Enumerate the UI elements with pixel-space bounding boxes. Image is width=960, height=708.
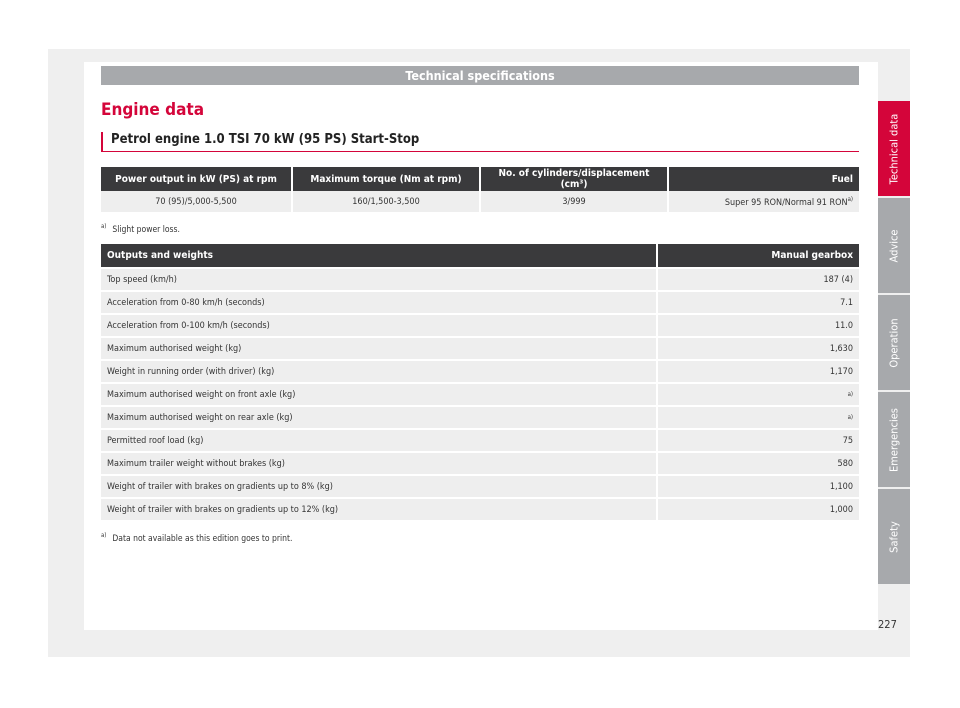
- tab-label: Emergencies: [887, 407, 901, 472]
- weights-header-label: Outputs and weights: [101, 244, 656, 267]
- row-label: Top speed (km/h): [101, 267, 656, 290]
- row-label: Acceleration from 0-80 km/h (seconds): [101, 290, 656, 313]
- table-row: [101, 405, 859, 428]
- tab-safety[interactable]: [878, 489, 910, 584]
- table-row: [101, 313, 859, 336]
- engine-cell-power: 70 (95)/5,000-5,500: [101, 191, 291, 212]
- footnote-data: [101, 532, 292, 544]
- fuel-note-mark: a): [847, 195, 853, 203]
- tab-label: Safety: [887, 520, 901, 553]
- table-row: [101, 267, 859, 290]
- row-label: Weight of trailer with brakes on gradients up to 8% (kg): [101, 474, 656, 497]
- table-row: [101, 382, 859, 405]
- engine-cell-cylinders: 3/999: [481, 191, 667, 212]
- engine-title: [101, 132, 859, 152]
- row-label: Maximum authorised weight on rear axle (kg): [101, 405, 656, 428]
- row-value: 1,000: [658, 497, 859, 520]
- tab-label: Advice: [887, 229, 901, 262]
- table-row: [101, 497, 859, 520]
- fuel-text: Super 95 RON/Normal 91 RON: [724, 197, 848, 208]
- engine-header-torque: Maximum torque (Nm at rpm): [293, 167, 479, 191]
- engine-header-cylinders: No. of cylinders/displacement (cm³): [481, 167, 667, 191]
- weights-table: [99, 244, 861, 520]
- tab-emergencies[interactable]: [878, 392, 910, 487]
- row-value: a): [658, 382, 859, 405]
- page-header: Technical specifications: [101, 66, 859, 85]
- page-number: 227: [878, 618, 897, 631]
- row-label: Weight of trailer with brakes on gradients up to 12% (kg): [101, 497, 656, 520]
- table-row: [101, 336, 859, 359]
- tab-technical-data[interactable]: [878, 101, 910, 196]
- table-row: [101, 428, 859, 451]
- row-value: 580: [658, 451, 859, 474]
- tab-label: Operation: [887, 317, 901, 368]
- engine-title-text: Petrol engine 1.0 TSI 70 kW (95 PS) Start-Stop: [111, 132, 420, 147]
- row-label: Acceleration from 0-100 km/h (seconds): [101, 313, 656, 336]
- weights-body: [101, 267, 859, 520]
- row-value: 1,630: [658, 336, 859, 359]
- section-title: Engine data: [101, 100, 205, 120]
- row-label: Permitted roof load (kg): [101, 428, 656, 451]
- row-value: 11.0: [658, 313, 859, 336]
- row-label: Maximum authorised weight on front axle (kg): [101, 382, 656, 405]
- engine-table: [99, 167, 861, 212]
- footnote-power: [101, 223, 180, 235]
- table-row: [101, 474, 859, 497]
- row-value: 7.1: [658, 290, 859, 313]
- table-row: [101, 451, 859, 474]
- row-value: 75: [658, 428, 859, 451]
- table-row: [101, 359, 859, 382]
- row-label: Maximum authorised weight (kg): [101, 336, 656, 359]
- row-value: 187 (4): [658, 267, 859, 290]
- tab-operation[interactable]: [878, 295, 910, 390]
- engine-cell-fuel: [669, 191, 859, 212]
- row-value: 1,100: [658, 474, 859, 497]
- engine-cell-torque: 160/1,500-3,500: [293, 191, 479, 212]
- tab-label: Technical data: [887, 113, 901, 184]
- table-row: [101, 290, 859, 313]
- footnote-text: Slight power loss.: [112, 224, 180, 235]
- tab-advice[interactable]: [878, 198, 910, 293]
- row-label: Maximum trailer weight without brakes (kg): [101, 451, 656, 474]
- footnote-mark: a): [101, 532, 107, 539]
- engine-header-fuel: Fuel: [669, 167, 859, 191]
- row-value: 1,170: [658, 359, 859, 382]
- footnote-mark: a): [101, 223, 107, 230]
- row-value: a): [658, 405, 859, 428]
- row-label: Weight in running order (with driver) (kg): [101, 359, 656, 382]
- footnote-text: Data not available as this edition goes to print.: [112, 533, 293, 544]
- engine-header-power: Power output in kW (PS) at rpm: [101, 167, 291, 191]
- weights-header-gearbox: Manual gearbox: [658, 244, 859, 267]
